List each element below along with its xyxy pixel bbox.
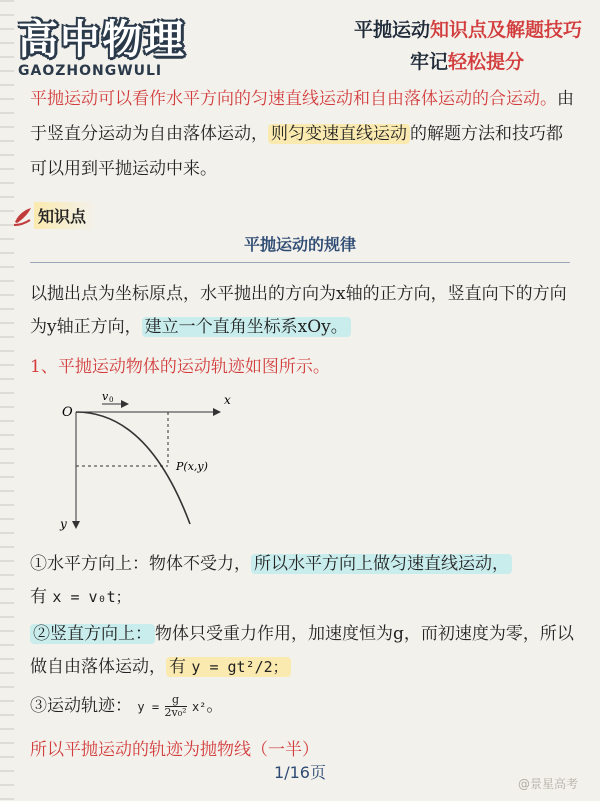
brand-subtitle: GAOZHONGWULI — [18, 63, 163, 79]
vertical-formula-prefix: 有 — [169, 657, 186, 677]
brand-title: 高中物理 — [18, 17, 186, 63]
tagline-score: 轻松提分 — [447, 51, 524, 73]
coordinate-highlight: 建立一个直角坐标系xOy。 — [142, 317, 351, 337]
origin-label: O — [62, 405, 73, 420]
intro-tail: 的解题方法和技巧都可以用到平抛运动中来。 — [30, 124, 563, 179]
coordinate-text: 以抛出点为坐标原点，水平抛出的方向为x轴的正方向，竖直向下的方向为y轴正方向， — [30, 284, 567, 337]
trajectory-rule — [30, 690, 575, 724]
vertical-rule — [30, 618, 575, 684]
trajectory-rhs: x² — [191, 700, 207, 714]
tagline-highlight: 知识点及解题技巧 — [429, 19, 582, 41]
tagline-remember: 牢记 — [409, 51, 448, 73]
horizontal-formula-prefix: 有 — [30, 587, 47, 607]
rules-list — [30, 548, 575, 724]
horizontal-formula-line — [30, 581, 575, 614]
divider — [30, 262, 570, 263]
section-subheading: 平抛运动的规律 — [243, 235, 356, 254]
vertical-heading: ②竖直方向上： — [30, 624, 155, 644]
horizontal-highlight: 所以水平方向上做匀速直线运动， — [251, 554, 512, 574]
trajectory-fraction — [165, 694, 187, 719]
y-label: y — [60, 517, 67, 531]
horizontal-rule — [30, 548, 575, 581]
fraction-numerator: g — [165, 694, 187, 707]
item-1-heading: 1、平抛运动物体的运动轨迹如图所示。 — [30, 357, 330, 377]
trajectory-label: ③运动轨迹： — [30, 696, 132, 716]
v0-subscript: 0 — [109, 396, 114, 404]
section-header — [12, 202, 96, 229]
parabola-curve — [76, 412, 190, 524]
intro-middle: 由于竖直分运动为自由落体运动， — [30, 89, 574, 144]
horizontal-formula: x = v₀t； — [52, 588, 131, 606]
watermark: @景星高考 — [517, 777, 578, 791]
v0-label: v — [102, 390, 109, 403]
tagline-line2 — [354, 46, 524, 78]
intro-paragraph — [30, 82, 575, 187]
pen-icon — [12, 205, 34, 227]
trajectory-diagram — [48, 386, 248, 536]
coordinate-paragraph — [30, 278, 575, 344]
conclusion: 所以平抛运动的轨迹为抛物线（一半） — [30, 740, 319, 760]
vertical-text: 物体只受重力作用，加速度恒为g，而初速度为零，所以做自由落体运动， — [30, 624, 574, 677]
vertical-formula: y = gt²/2； — [191, 658, 288, 676]
page-indicator: 1/16页 — [274, 763, 326, 782]
header-tagline — [354, 14, 582, 78]
trajectory-lhs: y = — [137, 700, 160, 714]
notebook-spiral — [0, 0, 14, 801]
intro-definition: 平抛运动可以看作水平方向的匀速直线运动和自由落体运动的合运动。 — [30, 89, 557, 109]
brand — [18, 8, 186, 79]
trajectory-end: 。 — [206, 696, 224, 716]
tagline-topic: 平抛运动 — [353, 19, 430, 41]
point-p-label: P(x,y) — [176, 460, 208, 473]
tagline-line1 — [354, 14, 582, 46]
fraction-denominator: 2v₀² — [164, 706, 187, 719]
x-label: x — [224, 393, 231, 407]
horizontal-text: ①水平方向上：物体不受力， — [30, 554, 251, 574]
section-tag: 知识点 — [34, 202, 96, 229]
intro-highlight: 则匀变速直线运动 — [268, 124, 410, 144]
